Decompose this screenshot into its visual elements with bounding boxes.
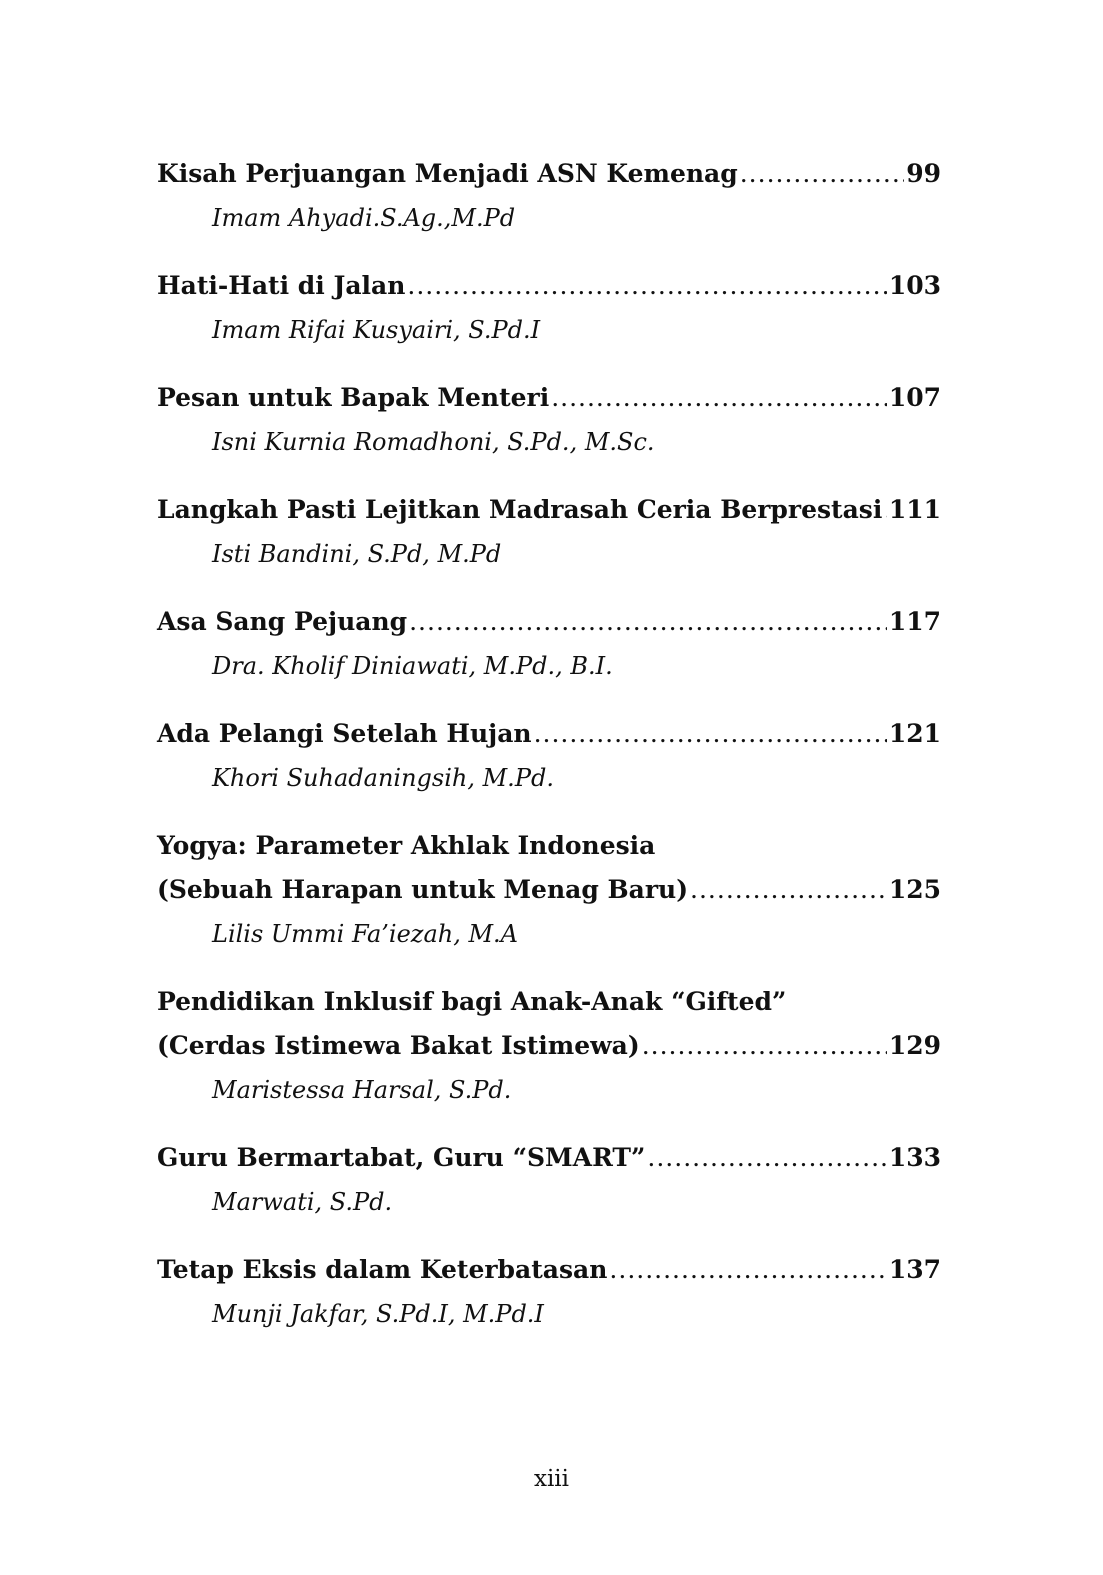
toc-title: Ada Pelangi Setelah Hujan <box>157 719 532 748</box>
toc-entry <box>157 488 941 576</box>
toc-title: Kisah Perjuangan Menjadi ASN Kemenag <box>157 159 738 188</box>
toc-author: Marwati, S.Pd. <box>212 1188 393 1216</box>
table-of-contents <box>157 152 941 1336</box>
toc-title: Tetap Eksis dalam Keterbatasan <box>157 1255 608 1284</box>
toc-title-line <box>157 1248 941 1292</box>
toc-title-line <box>157 980 941 1024</box>
dot-leader <box>690 868 887 912</box>
dot-leader <box>884 488 886 532</box>
toc-title: Langkah Pasti Lejitkan Madrasah Ceria Berprestasi <box>157 495 883 524</box>
toc-entry <box>157 1248 941 1336</box>
toc-page-number: 133 <box>888 1143 941 1172</box>
toc-title-line <box>157 1136 941 1180</box>
toc-page-number: 117 <box>888 607 941 636</box>
toc-title-line <box>157 376 941 420</box>
toc-title: Yogya: Parameter Akhlak Indonesia <box>157 831 656 860</box>
dot-leader <box>534 712 887 756</box>
toc-title: Pendidikan Inklusif bagi Anak-Anak “Gifted” <box>157 987 787 1016</box>
toc-entry <box>157 824 941 956</box>
toc-entry <box>157 264 941 352</box>
dot-leader <box>409 600 887 644</box>
toc-page-number: 111 <box>888 495 941 524</box>
toc-title-line <box>157 824 941 868</box>
toc-author: Khori Suhadaningsih, M.Pd. <box>212 764 554 792</box>
toc-author: Maristessa Harsal, S.Pd. <box>212 1076 512 1104</box>
toc-entry <box>157 600 941 688</box>
dot-leader <box>642 1024 887 1068</box>
toc-title: Asa Sang Pejuang <box>157 607 408 636</box>
dot-leader <box>740 152 904 196</box>
toc-author: Imam Ahyadi.S.Ag.,M.Pd <box>212 204 516 232</box>
toc-entry <box>157 980 941 1112</box>
toc-title-continued: (Sebuah Harapan untuk Menag Baru) <box>157 875 689 904</box>
toc-page-number: 125 <box>888 875 941 904</box>
toc-entry <box>157 1136 941 1224</box>
dot-leader <box>407 264 886 308</box>
toc-title-line <box>157 1024 941 1068</box>
toc-entry <box>157 376 941 464</box>
toc-title-continued: (Cerdas Istimewa Bakat Istimewa) <box>157 1031 640 1060</box>
toc-page-number: 99 <box>906 159 941 188</box>
toc-title: Pesan untuk Bapak Menteri <box>157 383 550 412</box>
toc-entry <box>157 152 941 240</box>
toc-page-number: 129 <box>888 1031 941 1060</box>
toc-entry <box>157 712 941 800</box>
toc-author: Munji Jakfar, S.Pd.I, M.Pd.I <box>212 1300 544 1328</box>
toc-author: Dra. Kholif Diniawati, M.Pd., B.I. <box>212 652 613 680</box>
toc-page-number: 103 <box>888 271 941 300</box>
toc-title-line <box>157 152 941 196</box>
toc-title-line <box>157 868 941 912</box>
toc-author: Isni Kurnia Romadhoni, S.Pd., M.Sc. <box>212 428 655 456</box>
toc-title-line <box>157 600 941 644</box>
toc-page-number: 121 <box>888 719 941 748</box>
toc-author: Lilis Ummi Fa’iezah, M.A <box>212 920 518 948</box>
dot-leader <box>551 376 887 420</box>
toc-title: Guru Bermartabat, Guru “SMART” <box>157 1143 646 1172</box>
toc-title-line <box>157 712 941 756</box>
toc-title: Hati-Hati di Jalan <box>157 271 406 300</box>
toc-title-line <box>157 488 941 532</box>
toc-title-line <box>157 264 941 308</box>
toc-author: Isti Bandini, S.Pd, M.Pd <box>212 540 502 568</box>
toc-page-number: 137 <box>888 1255 941 1284</box>
dot-leader <box>647 1136 886 1180</box>
toc-author: Imam Rifai Kusyairi, S.Pd.I <box>212 316 541 344</box>
page-number: xiii <box>533 1466 570 1492</box>
dot-leader <box>609 1248 886 1292</box>
toc-page-number: 107 <box>888 383 941 412</box>
